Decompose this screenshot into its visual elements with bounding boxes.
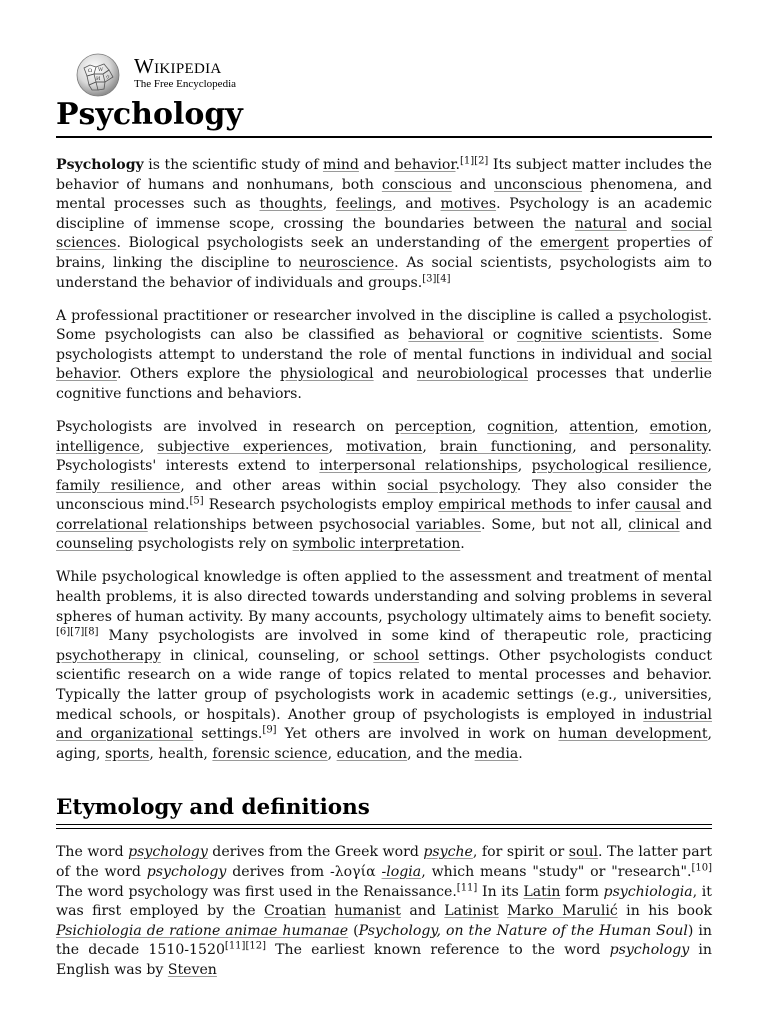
wiki-link[interactable]: emergent <box>540 235 609 252</box>
wiki-link[interactable]: school <box>373 647 420 664</box>
wiki-link[interactable]: neuroscience <box>299 254 395 271</box>
wiki-link[interactable]: cognitive scientists <box>516 327 659 344</box>
citation-link[interactable]: [11] <box>456 881 478 893</box>
wiki-link[interactable]: psyche <box>423 844 473 861</box>
svg-text:И: И <box>96 76 101 82</box>
wiki-link[interactable]: forensic science <box>212 745 328 762</box>
bold-text: Psychology <box>56 157 144 173</box>
wiki-link[interactable]: interpersonal relationships <box>319 458 518 475</box>
wiki-link[interactable]: attention <box>569 418 635 435</box>
wiki-link[interactable]: intelligence <box>56 438 140 455</box>
wikipedia-globe-icon[interactable] <box>74 52 122 98</box>
page-title: Psychology <box>56 96 712 138</box>
wiki-link[interactable]: behavioral <box>408 327 484 344</box>
article-intro <box>56 156 712 764</box>
wiki-link[interactable]: Latinist <box>444 903 499 920</box>
wiki-link[interactable]: industrial and organizational <box>56 706 712 743</box>
citation-link[interactable]: [4] <box>436 272 451 284</box>
italic-text: psychology <box>609 942 690 959</box>
citation-link[interactable]: [11] <box>224 940 246 952</box>
wiki-link[interactable]: variables <box>415 516 481 533</box>
citation-link[interactable]: [2] <box>474 155 489 167</box>
paragraph: Psychologists are involved in research on perception, cognition, attention, emotion, intelligence, subjective experiences, motivation, brain functioning, and personality. Psychologists' interests extend to interpersonal relationships, psychological resilience, family resilience, and other areas within social psychology. They also consider the unconscious mind.[5] Research psychologists employ empirical methods to infer causal and correlational relationships between psychosocial variables. Some, but not all, clinical and counseling psychologists rely on symbolic interpretation. <box>56 418 713 553</box>
wiki-link[interactable]: symbolic interpretation <box>292 536 461 553</box>
citation-link[interactable]: [7] <box>70 626 85 638</box>
wiki-link[interactable]: correlational <box>56 516 148 533</box>
paragraph: The word psychology derives from the Greek word psyche, for spirit or soul. The latter part of the word psychology derives from -λογία -logia, which means "study" or "research".[10] The word psychology was first used in the Renaissance.[11] In its Latin form psychiologia, it was first employed by the Croatian humanist and Latinist Marko Marulić in his book Psichiologia de ratione animae humanae (Psychology, on the Nature of the Human Soul) in the decade 1510-1520[11][12] The earliest known reference to the word psychology in English was by Steven <box>56 844 712 978</box>
wiki-link[interactable]: education <box>336 745 408 762</box>
svg-text:Ω: Ω <box>88 68 93 74</box>
wiki-link[interactable]: clinical <box>628 516 680 533</box>
wiki-link[interactable]: human development <box>558 726 708 743</box>
wiki-link[interactable]: behavior <box>394 157 456 173</box>
wiki-link[interactable]: empirical methods <box>438 497 572 514</box>
wiki-link[interactable]: thoughts <box>259 196 323 213</box>
section-body <box>56 843 712 980</box>
wiki-link[interactable]: sports <box>105 745 150 762</box>
paragraph: While psychological knowledge is often applied to the assessment and treatment of mental health problems, it is also directed towards understanding and solving problems in several spheres of human activity. By many accounts, psychology ultimately aims to benefit society.[6][7][8] Many psychologists are involved in some kind of therapeutic role, practicing psychotherapy in clinical, counseling, or school settings. Other psychologists conduct scientific research on a wide range of topics related to mental processes and behavior. Typically the latter group of psychologists work in academic settings (e.g., universities, medical schools, or hospitals). Another group of psychologists is employed in industrial and organizational settings.[9] Yet others are involved in work on human development, aging, sports, health, forensic science, education, and the media. <box>56 569 713 762</box>
wiki-link[interactable]: Marko Marulić <box>507 903 618 920</box>
wiki-link[interactable]: -logia <box>381 863 422 880</box>
site-tagline: The Free Encyclopedia <box>134 78 237 90</box>
citation-link[interactable]: [5] <box>189 495 204 507</box>
citation-link[interactable]: [6] <box>56 626 71 638</box>
italic-text: psychology <box>146 863 227 880</box>
wiki-link[interactable]: Croatian <box>264 903 327 920</box>
wiki-link[interactable]: feelings <box>335 196 393 213</box>
wiki-link[interactable]: neurobiological <box>416 366 528 383</box>
wiki-link[interactable]: family resilience <box>56 477 181 494</box>
site-name: Wikipedia <box>134 54 222 78</box>
wiki-link[interactable]: motives <box>440 196 497 213</box>
wiki-link[interactable]: cognition <box>487 418 554 435</box>
citation-link[interactable]: [8] <box>84 626 99 638</box>
wiki-link[interactable]: subjective experiences <box>157 438 329 455</box>
paragraph: A professional practitioner or researcher involved in the discipline is called a psychologist. Some psychologists can also be classified as behavioral or cognitive scientists. Some psychologists attempt to understand the role of mental functions in individual and social behavior. Others explore the physiological and neurobiological processes that underlie cognitive functions and behaviors. <box>56 307 713 402</box>
italic-text: Psychology, on the Nature of the Human Soul <box>358 922 688 939</box>
article-content <box>56 156 712 994</box>
wiki-link[interactable]: Latin <box>523 883 561 900</box>
wiki-link[interactable]: social behavior <box>56 346 712 383</box>
wiki-link[interactable]: unconscious <box>494 176 583 193</box>
wiki-link[interactable]: causal <box>634 497 681 514</box>
wiki-link[interactable]: emotion <box>649 418 708 435</box>
wiki-link[interactable]: psychological resilience <box>531 458 708 475</box>
wiki-link[interactable]: counseling <box>56 536 134 553</box>
wiki-link[interactable]: Steven <box>167 961 217 978</box>
wiki-link[interactable]: psychotherapy <box>56 647 161 664</box>
wiki-link[interactable]: humanist <box>334 903 401 920</box>
wiki-link[interactable]: Psichiologia de ratione animae humanae <box>56 922 349 939</box>
citation-link[interactable]: [9] <box>262 724 277 736</box>
wiki-link[interactable]: psychologist <box>618 307 708 324</box>
section-heading-text: Etymology and definitions <box>56 794 712 825</box>
wiki-link[interactable]: soul <box>568 844 599 861</box>
wiki-link[interactable]: motivation <box>346 438 423 455</box>
wiki-link[interactable]: personality <box>629 438 708 455</box>
wiki-link[interactable]: social psychology <box>387 477 517 494</box>
wiki-link[interactable]: natural <box>574 215 627 232</box>
citation-link[interactable]: [12] <box>245 940 266 952</box>
wiki-link[interactable]: physiological <box>280 366 374 383</box>
wiki-link[interactable]: social sciences <box>56 215 713 252</box>
citation-link[interactable]: [3] <box>422 272 437 284</box>
svg-text:ウ: ウ <box>105 75 111 81</box>
citation-link[interactable]: [10] <box>691 862 712 874</box>
italic-text: psychiologia <box>603 883 693 900</box>
wiki-link[interactable]: psychology <box>128 844 208 861</box>
wiki-link[interactable]: media <box>474 745 519 762</box>
section-heading <box>56 794 712 829</box>
wikipedia-wordmark[interactable] <box>134 55 236 90</box>
wiki-link[interactable]: conscious <box>381 176 452 193</box>
wiki-link[interactable]: brain functioning <box>439 438 573 455</box>
paragraph: Psychology is the scientific study of mind and behavior.[1][2] Its subject matter includes the behavior of humans and nonhumans, both conscious and unconscious phenomena, and mental processes such as thoughts, feelings, and motives. Psychology is an academic discipline of immense scope, crossing the boundaries between the natural and social sciences. Biological psychologists seek an understanding of the emergent properties of brains, linking the discipline to neuroscience. As social scientists, psychologists aim to understand the behavior of individuals and groups.[3][4] <box>56 155 713 291</box>
svg-text:W: W <box>98 67 104 73</box>
wiki-link[interactable]: perception <box>394 418 472 435</box>
wiki-link[interactable]: mind <box>322 157 359 173</box>
citation-link[interactable]: [1] <box>460 155 475 167</box>
